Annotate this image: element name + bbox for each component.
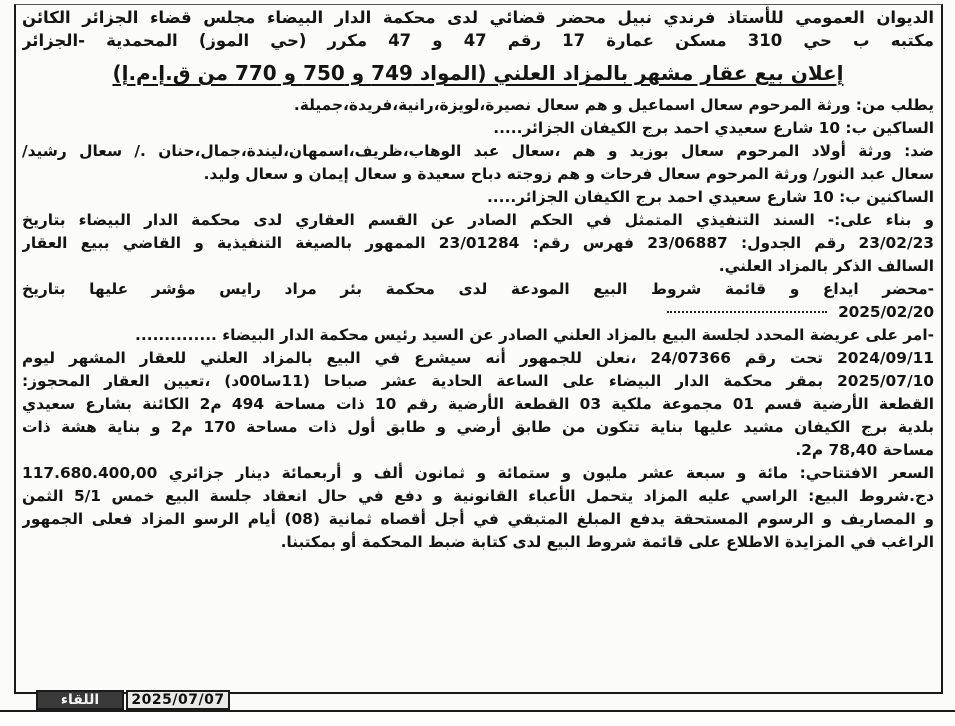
publication-date: 2025/07/07: [126, 690, 230, 710]
basis-line-1: و بناء على:- السند التنفيذي المتمثل في الحكم الصادر عن القسم العقاري لدى محكمة الدار البيضاء بتاريخ: [22, 211, 934, 229]
order-line-3: 2025/07/10 بمقر محكمة الدار البيضاء على الساعة الحادية عشر صباحا (11سا00د) ،تعيين العقار المحجوز:: [22, 372, 934, 390]
legal-notice: [22, 6, 934, 554]
price-paragraph: [22, 462, 934, 554]
deposit-paragraph: [22, 278, 934, 324]
against-line-2: سعال عبد النور/ ورثة المرحوم سعال فرحات و هم زوجته دباح سعيدة و سعال إيمان و سعال وليد.: [203, 165, 934, 183]
price-line-3: و المصاريف و الرسوم المستحقة يدفع المبلغ المتبقي في أجل أقصاه ثمانية (08) أيام الرسو المزاد فعلى الجمهور: [22, 510, 934, 528]
requester-address: الساكين ب: 10 شارع سعيدي احمد برج الكيفان الجزائر.....: [493, 119, 934, 137]
against-address: الساكنين ب: 10 شارع سعيدي احمد برج الكيفان الجزائر.....: [486, 188, 934, 206]
basis-line-3: السالف الذكر بالمزاد العلني.: [718, 257, 934, 275]
price-line-4: الراغب في المزايدة الاطلاع على قائمة شروط البيع لدى كتابة ضبط المحكمة أو بمكتبنا.: [280, 533, 934, 551]
against-paragraph: [22, 140, 934, 209]
deposit-line-1: -محضر ايداع و قائمة شروط البيع المودعة لدى محكمة بئر مراد رايس مؤشر عليها بتاريخ: [22, 280, 934, 298]
dotted-fill-rule: [667, 311, 827, 313]
property-line-1: القطعة الأرضية قسم 01 مجموعة ملكية 03 القطعة الأرضية رقم 10 ذات مساحة 494 م2 الكائنة بشارع سعيدي: [22, 395, 934, 413]
basis-line-2: 23/02/23 رقم الجدول: 23/06887 فهرس رقم: 23/01284 الممهور بالصيغة التنفيذية و القاضي ببيع العقار: [22, 234, 934, 252]
notice-header: [22, 6, 934, 52]
property-line-2: بلدية برج الكيفان مشيد عليها بناية تتكون من طابق أرضي و طابق أول ذات مساحة 170 م2 و بناية هشة ذات: [22, 418, 934, 436]
against-line-1: ضد: ورثة أولاد المرحوم سعال بوزيد و هم ،سعال عبد الوهاب،ظريف،اسمهان،ليندة،جمال،حنان ./ سعال رشيد/: [22, 142, 934, 160]
price-line-1: السعر الافتتاحي: مائة و سبعة عشر مليون و ستمائة و ثمانون ألف و أربعمائة دينار جزائري 117.680.400,00: [22, 464, 934, 482]
order-line-2: 2024/09/11 تحت رقم 24/07366 ،نعلن للجمهور أنه سيشرع في البيع بالمزاد العلني للعقار المشهر ليوم: [22, 349, 934, 367]
header-line-1: الديوان العمومي للأستاذ فرندي نبيل محضر قضائي لدى محكمة الدار البيضاء مجلس قضاء الجزائر الكائن: [22, 8, 934, 27]
property-line-3: مساحة 78,40 م2.: [795, 441, 934, 459]
order-paragraph: [22, 324, 934, 462]
basis-paragraph: [22, 209, 934, 278]
requester-line: يطلب من: ورثة المرحوم سعال اسماعيل و هم سعال نصيرة،لويزة،رانية،فريدة،جميلة.: [293, 96, 934, 114]
deposit-date: 2025/02/20: [838, 303, 934, 321]
notice-title-row: [22, 59, 934, 89]
order-line-1: -امر على عريضة المحدد لجلسة البيع بالمزاد العلني الصادر عن السيد رئيس محكمة الدار البيضاء ..............: [135, 326, 934, 344]
newspaper-name: اللقاء: [36, 690, 124, 710]
header-line-2: مكتبه ب حي 310 مسكن عمارة 17 رقم 47 و 47 مكرر (حي الموز) المحمدية -الجزائر: [22, 31, 934, 50]
requester-paragraph: [22, 94, 934, 140]
deposit-date-line: [22, 301, 934, 324]
price-line-2: دج.شروط البيع: الراسي عليه المزاد يتحمل الأعباء القانونية و دفع في حال انعقاد جلسة البيع خمس 5/1 الثمن: [22, 487, 934, 505]
notice-title: إعلان بيع عقار مشهر بالمزاد العلني (المواد 749 و 750 و 770 من ق.إ.م.إ): [112, 61, 844, 85]
